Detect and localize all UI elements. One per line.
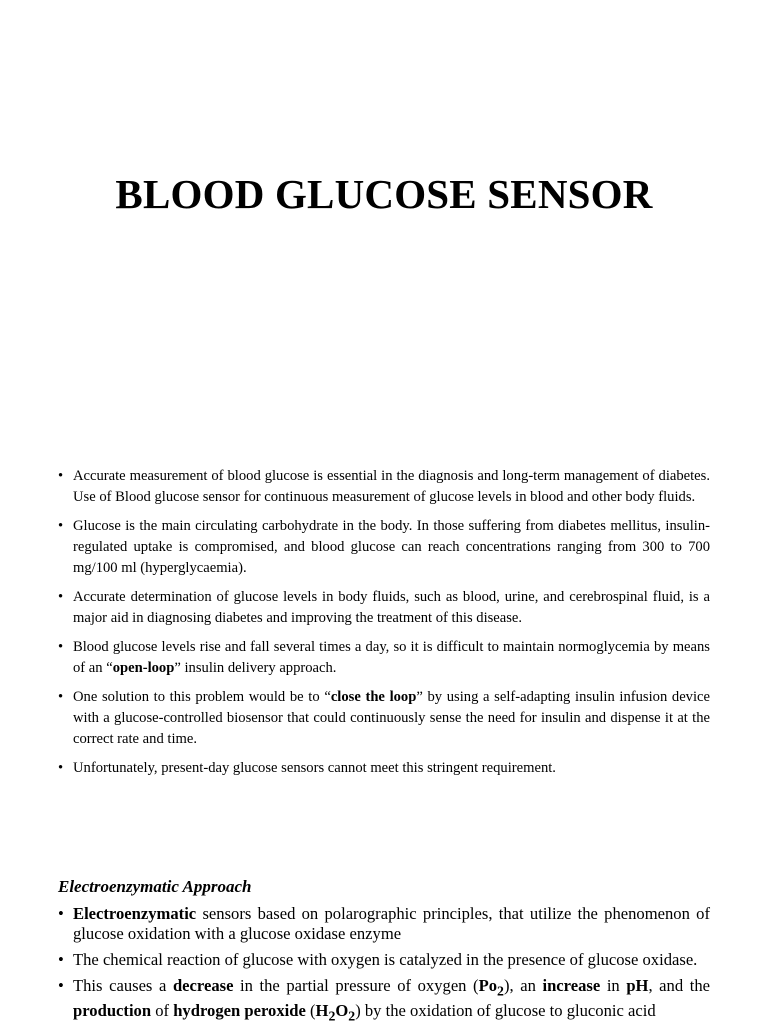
- bullet-text-part: (: [305, 1001, 316, 1021]
- bullet-text: Unfortunately, present-day glucose sensors cannot meet this stringent requirement.: [73, 760, 556, 776]
- list-item: [58, 758, 710, 779]
- bullet-emphasis: decrease: [172, 976, 234, 995]
- bullet-text: Accurate measurement of blood glucose is essential in the diagnosis and long-term management of diabetes. Use of Blood glucose sensor for continuous measurement of glucose levels in blood and other body fluids.: [73, 468, 710, 505]
- bullet-text-part: in the partial pressure of oxygen (: [233, 976, 479, 995]
- bullet-emphasis: [478, 976, 504, 999]
- bullet-text-after: sensors based on polarographic principles, that utilize the phenomenon of glucose oxidation with a glucose oxidase enzyme: [73, 904, 710, 943]
- formula-subscript: 2: [497, 983, 504, 999]
- page-title: BLOOD GLUCOSE SENSOR: [115, 171, 653, 217]
- bullet-text-part: of: [151, 1001, 174, 1021]
- bullet-emphasis: close the loop: [330, 689, 417, 705]
- bullet-text-before: Blood glucose levels rise and fall several times a day, so it is difficult to maintain normoglycemia by means of an “: [73, 639, 710, 676]
- bullet-text: Accurate determination of glucose levels in body fluids, such as blood, urine, and cerebrospinal fluid, is a major aid in diagnosing diabetes and improving the treatment of this disease.: [73, 589, 710, 626]
- bullet-emphasis: Electroenzymatic: [73, 904, 197, 923]
- bullet-text-after: ” by using a self-adapting insulin infusion device with a glucose-controlled biosensor that could continuously sense the need for insulin and dispense it at the correct rate and time.: [73, 689, 710, 747]
- list-item: [58, 587, 710, 629]
- formula-subscript: 2: [348, 1008, 356, 1024]
- bullet-text-after: ” insulin delivery approach.: [174, 660, 337, 676]
- list-item: [58, 904, 710, 944]
- formula-part: Po: [478, 976, 498, 995]
- formula-subscript: 2: [328, 1008, 336, 1024]
- bullet-text-part: ), an: [503, 976, 543, 995]
- intro-bullet-list: [58, 466, 710, 787]
- list-item: [58, 466, 710, 508]
- bullet-emphasis: [315, 1001, 356, 1024]
- list-item: [58, 637, 710, 679]
- bullet-emphasis: hydrogen peroxide: [173, 1001, 306, 1021]
- bullet-text-part: ) by the oxidation of glucose to gluconic acid: [355, 1001, 656, 1021]
- bullet-text-before: One solution to this problem would be to “: [73, 689, 331, 705]
- formula-part: H: [315, 1001, 329, 1021]
- bullet-text-part: This causes a: [73, 976, 173, 995]
- bullet-emphasis: open-loop: [112, 660, 175, 676]
- section-bullet-list: [58, 904, 710, 1033]
- bullet-text: Glucose is the main circulating carbohydrate in the body. In those suffering from diabetes mellitus, insulin-regulated uptake is compromised, and blood glucose can reach concentrations ranging from 300 to 700 mg/100 ml (hyperglycaemia).: [73, 518, 710, 576]
- bullet-emphasis: production: [73, 1001, 152, 1021]
- bullet-text: The chemical reaction of glucose with oxygen is catalyzed in the presence of glucose oxidase.: [73, 950, 698, 969]
- section-heading: Electroenzymatic Approach: [58, 877, 252, 896]
- formula-part: O: [335, 1001, 349, 1021]
- bullet-text-part: in: [600, 976, 627, 995]
- list-item: [58, 976, 710, 1027]
- list-item: [58, 516, 710, 579]
- bullet-text-part: , and the: [648, 976, 710, 995]
- list-item: [58, 950, 710, 970]
- bullet-emphasis: pH: [626, 976, 649, 995]
- list-item: [58, 687, 710, 750]
- bullet-emphasis: increase: [542, 976, 601, 995]
